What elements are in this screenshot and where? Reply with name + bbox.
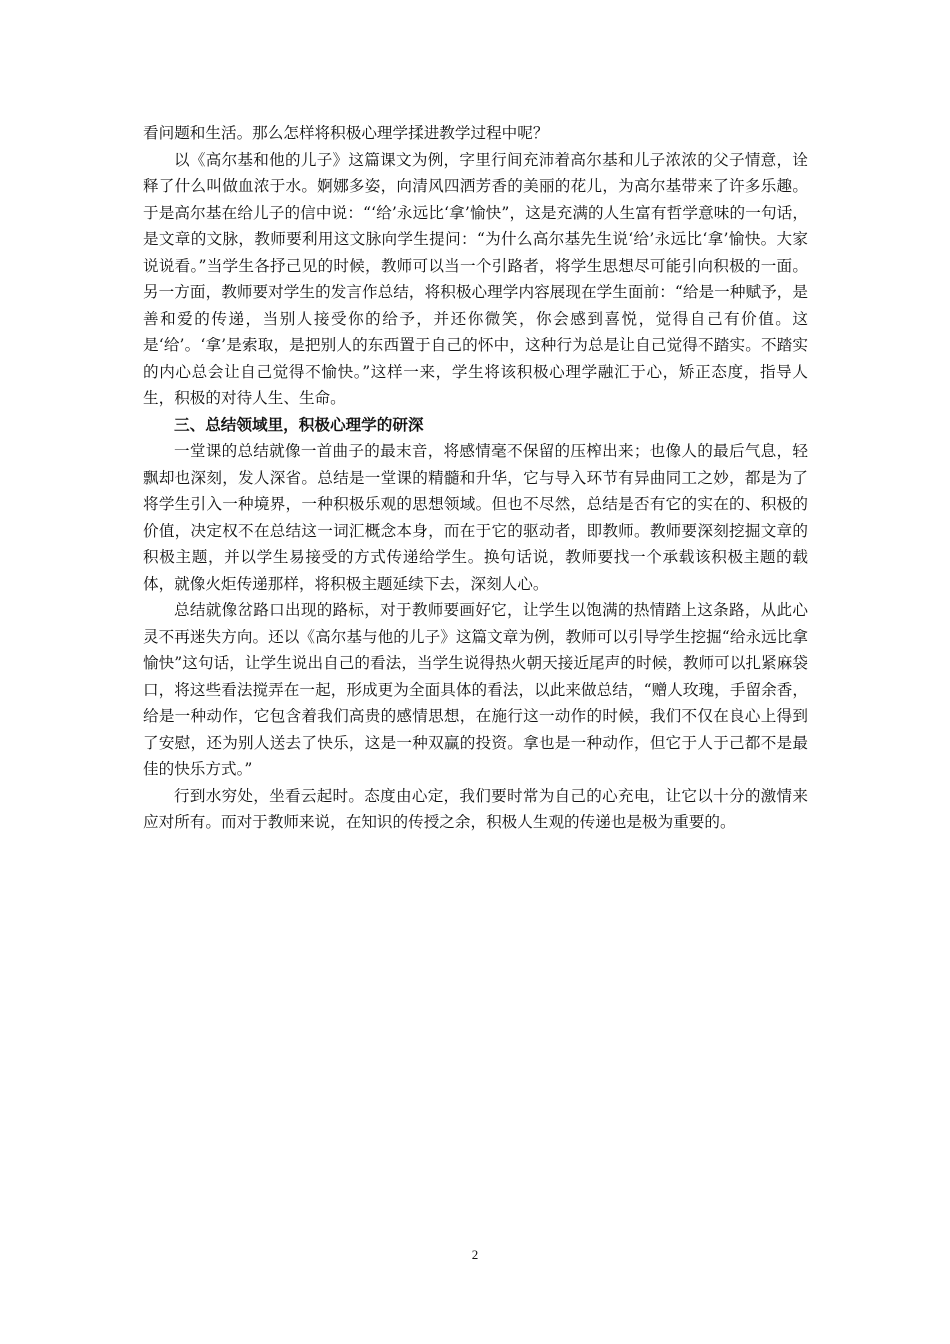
body-paragraph-signpost: 总结就像岔路口出现的路标，对于教师要画好它，让学生以饱满的热情踏上这条路，从此心灵不再迷失方向。还以《高尔基与他的儿子》这篇文章为例，教师可以引导学生挖掘“给永远比拿愉快”这句话，让学生说出自己的看法，当学生说得热火朝天接近尾声的时候，教师可以扎紧麻袋口，将这些看法搅弄在一起，形成更为全面具体的看法，以此来做总结，“赠人玫瑰，手留余香，给是一种动作，它包含着我们高贵的感情思想，在施行这一动作的时候，我们不仅在良心上得到了安慰，还为别人送去了快乐，这是一种双赢的投资。拿也是一种动作，但它于人于己都不是最佳的快乐方式。” (143, 601, 808, 778)
section-heading-summary: 三、总结领域里，积极心理学的研深 (174, 414, 424, 434)
body-paragraph-conclusion: 行到水穷处，坐看云起时。态度由心定，我们要时常为自己的心充电，让它以十分的激情来应对所有。而对于教师来说，在知识的传授之余，积极人生观的传递也是极为重要的。 (143, 786, 808, 831)
body-paragraph-summary-intro: 一堂课的总结就像一首曲子的最末音，将感情毫不保留的压榨出来；也像人的最后气息，轻飘却也深刻，发人深省。总结是一堂课的精髓和升华，它与导入环节有异曲同工之妙，都是为了将学生引入一种境界，一种积极乐观的思想领域。但也不尽然，总结是否有它的实在的、积极的价值，决定权不在总结这一词汇概念本身，而在于它的驱动者，即教师。教师要深刻挖掘文章的积极主题，并以学生易接受的方式传递给学生。换句话说，教师要找一个承载该积极主题的载体，就像火炬传递那样，将积极主题延续下去，深刻人心。 (143, 442, 808, 593)
body-paragraph-gorky-example: 以《高尔基和他的儿子》这篇课文为例，字里行间充沛着高尔基和儿子浓浓的父子情意，诠释了什么叫做血浓于水。婀娜多姿，向清风四洒芳香的美丽的花儿，为高尔基带来了许多乐趣。于是高尔基在给儿子的信中说：“‘给’永远比‘拿’愉快”，这是充满的人生富有哲学意味的一句话，是文章的文脉，教师要利用这文脉向学生提问：“为什么高尔基先生说‘给’永远比‘拿’愉快。大家说说看。”当学生各抒己见的时候，教师可以当一个引路者，将学生思想尽可能引向积极的一面。另一方面，教师要对学生的发言作总结，将积极心理学内容展现在学生面前：“给是一种赋予，是善和爱的传递，当别人接受你的给予，并还你微笑，你会感到喜悦，觉得自己有价值。这是‘给’。‘拿’是索取，是把别人的东西置于自己的怀中，这种行为总是让自己觉得不踏实。不踏实的内心总会让自己觉得不愉快。”这样一来，学生将该积极心理学融汇于心，矫正态度，指导人生，积极的对待人生、生命。 (143, 150, 808, 407)
continuation-paragraph: 看问题和生活。那么怎样将积极心理学揉进教学过程中呢？ (143, 124, 549, 142)
page-number: 2 (471, 1247, 479, 1262)
document-body (143, 120, 808, 836)
